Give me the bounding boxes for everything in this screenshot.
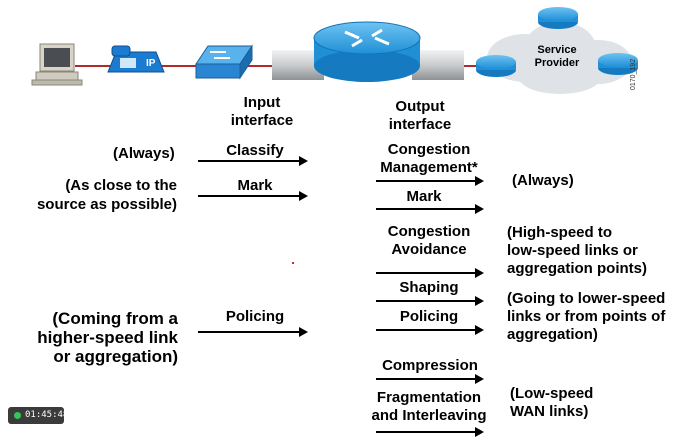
fragmentation-arrow bbox=[376, 431, 476, 433]
shaping-arrow bbox=[376, 300, 476, 302]
right-low-wan-1: (Low-speed bbox=[510, 385, 594, 402]
input-mark-arrow bbox=[198, 195, 300, 197]
ip-phone-icon bbox=[108, 46, 164, 72]
congestion-avoid-arrow bbox=[376, 272, 476, 274]
right-high-low-1: (High-speed to bbox=[507, 224, 612, 241]
output-congestion-avoid-1: Congestion bbox=[387, 223, 471, 240]
timer-text: 01:45:48 bbox=[25, 410, 69, 420]
ip-phone-label: IP bbox=[146, 58, 156, 69]
input-mark: Mark bbox=[237, 177, 273, 194]
pc-icon bbox=[32, 44, 82, 85]
figure-code: 0170_192 bbox=[630, 58, 637, 90]
output-congestion-mgmt-1: Congestion bbox=[387, 141, 471, 158]
compression-arrow bbox=[376, 378, 476, 380]
input-policing: Policing bbox=[225, 308, 285, 325]
right-high-low-3: aggregation points) bbox=[507, 260, 647, 277]
switch-icon bbox=[196, 46, 252, 78]
input-classify: Classify bbox=[226, 142, 284, 159]
pointer-dot bbox=[292, 262, 294, 264]
cloud-label: Service Provider bbox=[534, 44, 580, 69]
output-policing-arrow bbox=[376, 329, 476, 331]
output-mark-arrow bbox=[376, 208, 476, 210]
output-fragmentation-1: Fragmentation bbox=[376, 389, 482, 406]
output-fragmentation-2: and Interleaving bbox=[371, 407, 487, 424]
output-congestion-mgmt-2: Management* bbox=[380, 159, 478, 176]
playback-timer[interactable] bbox=[8, 407, 69, 424]
router-icon bbox=[314, 22, 420, 82]
left-higher-speed-1: (Coming from a bbox=[52, 309, 178, 328]
output-congestion-avoid-2: Avoidance bbox=[391, 241, 467, 258]
left-close-source-2: source as possible) bbox=[36, 196, 177, 213]
right-lower-speed-3: aggregation) bbox=[507, 326, 598, 343]
left-higher-speed-3: or aggregation) bbox=[53, 347, 178, 366]
output-compression: Compression bbox=[382, 357, 478, 374]
classify-arrow bbox=[198, 160, 300, 162]
right-low-wan-2: WAN links) bbox=[510, 403, 589, 420]
output-mark: Mark bbox=[406, 188, 442, 205]
input-policing-arrow bbox=[198, 331, 300, 333]
left-close-source-1: (As close to the bbox=[65, 177, 177, 194]
right-lower-speed-2: links or from points of bbox=[507, 308, 666, 325]
record-dot-icon bbox=[14, 412, 21, 419]
right-high-low-2: low-speed links or bbox=[507, 242, 638, 259]
provider-router-icon bbox=[538, 7, 578, 29]
output-shaping: Shaping bbox=[399, 279, 459, 296]
right-always: (Always) bbox=[512, 172, 574, 189]
edge-router-icon bbox=[476, 55, 516, 77]
left-always: (Always) bbox=[113, 145, 175, 162]
output-interface-header: Output interface bbox=[388, 98, 452, 133]
output-policing: Policing bbox=[399, 308, 459, 325]
input-interface-header: Input interface bbox=[230, 94, 294, 129]
right-lower-speed-1: (Going to lower-speed bbox=[507, 290, 666, 307]
left-higher-speed-2: higher-speed link bbox=[37, 328, 178, 347]
congestion-mgmt-arrow bbox=[376, 180, 476, 182]
